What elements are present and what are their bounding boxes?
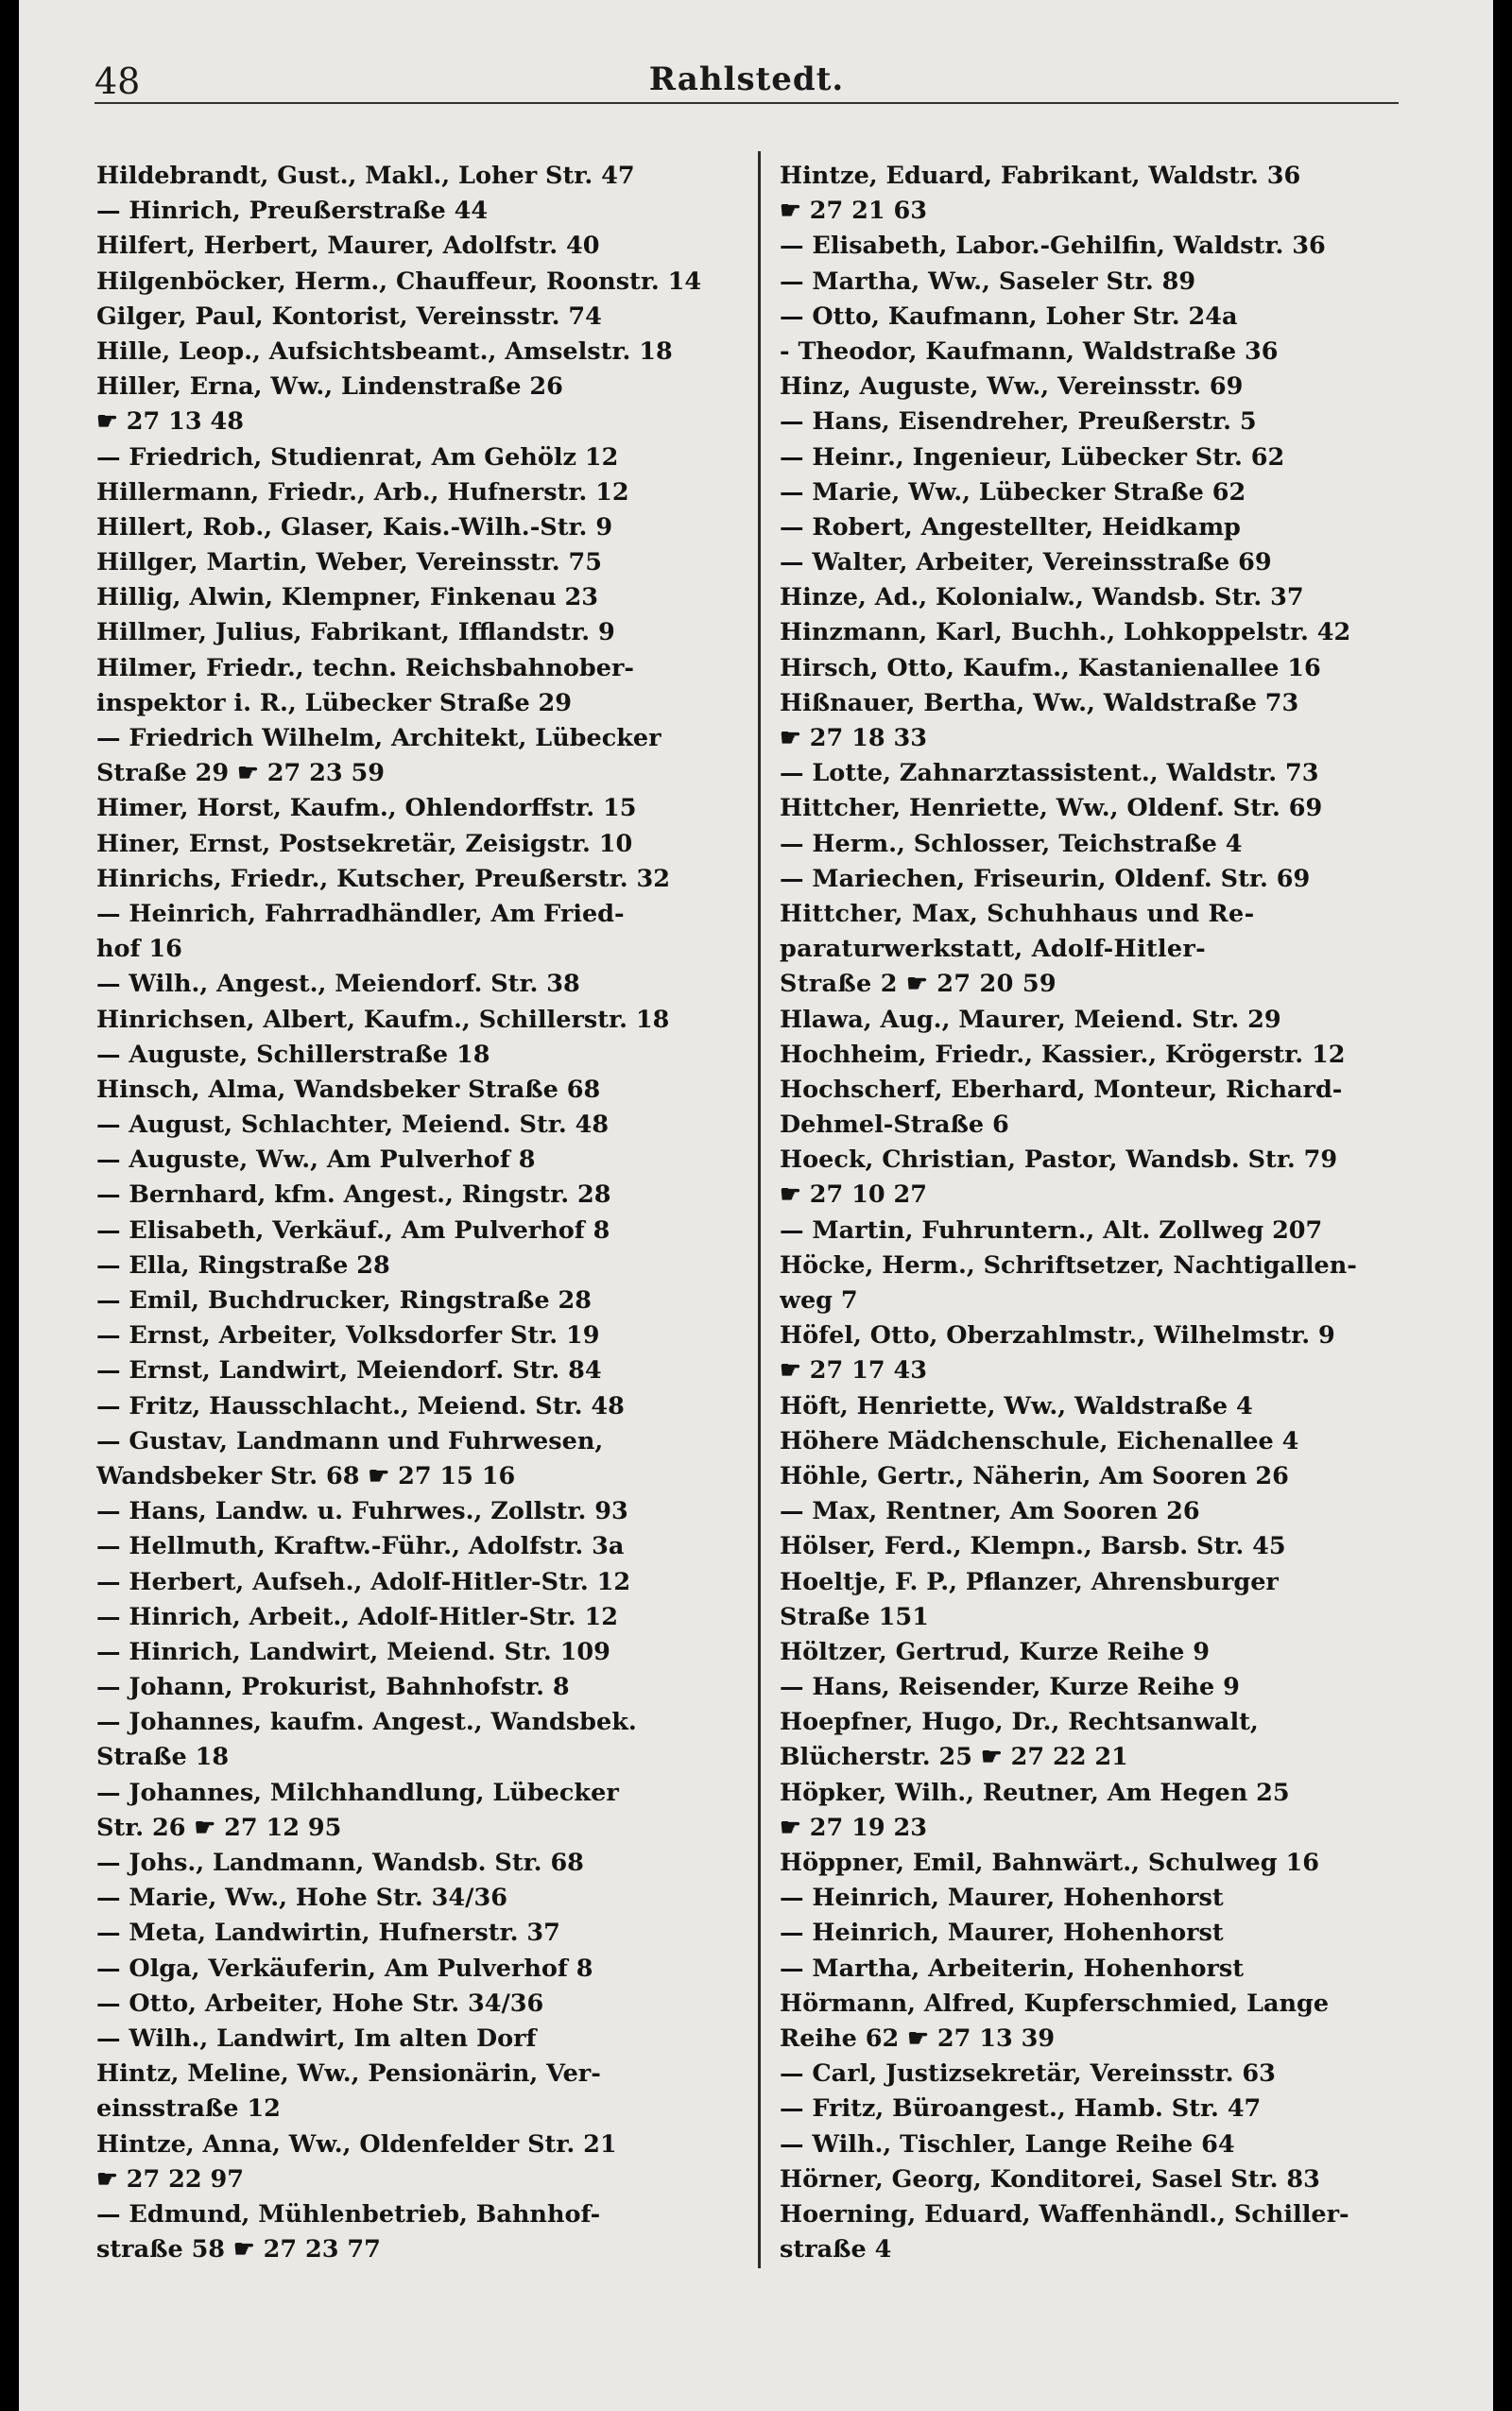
directory-entry-line: — Heinrich, Maurer, Hohenhorst	[780, 1884, 1224, 1913]
directory-entry-line: ☛ 27 19 23	[780, 1813, 927, 1842]
directory-entry-line: — Herbert, Aufseh., Adolf-Hitler-Str. 12	[96, 1567, 631, 1596]
directory-entry-line: — Johannes, Milchhandlung, Lübecker	[96, 1778, 619, 1807]
directory-entry-line: — Heinrich, Fahrradhändler, Am Fried-	[96, 899, 625, 928]
directory-entry-line: Hinrichs, Friedr., Kutscher, Preußerstr. 32	[96, 864, 670, 893]
directory-entry-line: straße 4	[780, 2235, 892, 2265]
directory-entry-line: Straße 151	[780, 1602, 929, 1631]
directory-entry-line: ☛ 27 21 63	[780, 197, 927, 226]
directory-entry-line: Hintz, Meline, Ww., Pensionärin, Ver-	[96, 2059, 601, 2089]
directory-entry-line: — Emil, Buchdrucker, Ringstraße 28	[96, 1286, 592, 1315]
directory-entry-line: Hinrichsen, Albert, Kaufm., Schillerstr. 18	[96, 1005, 670, 1034]
header-rule	[94, 102, 1399, 104]
directory-entry-line: — Gustav, Landmann und Fuhrwesen,	[96, 1426, 604, 1455]
directory-entry-line: — Hans, Eisendreher, Preußerstr. 5	[780, 407, 1257, 437]
directory-entry-line: weg 7	[780, 1286, 858, 1315]
directory-entry-line: Hiller, Erna, Ww., Lindenstraße 26	[96, 372, 563, 402]
directory-entry-line: — Johs., Landmann, Wandsb. Str. 68	[96, 1849, 584, 1877]
directory-entry-line: - Theodor, Kaufmann, Waldstraße 36	[780, 336, 1279, 366]
directory-entry-line: Hiner, Ernst, Postsekretär, Zeisigstr. 10	[96, 829, 633, 858]
directory-entry-line: — Heinr., Ingenieur, Lübecker Str. 62	[780, 442, 1285, 472]
directory-entry-line: — Edmund, Mühlenbetrieb, Bahnhof-	[96, 2199, 601, 2229]
directory-entry-line: hof 16	[96, 935, 182, 964]
directory-entry-line: — Mariechen, Friseurin, Oldenf. Str. 69	[780, 864, 1311, 893]
directory-entry-line: Hochheim, Friedr., Kassier., Krögerstr. 12	[780, 1040, 1346, 1069]
directory-entry-line: — Hinrich, Arbeit., Adolf-Hitler-Str. 12	[96, 1602, 618, 1631]
directory-entry-line: — Auguste, Schillerstraße 18	[96, 1040, 490, 1069]
directory-entry-line: Hinzmann, Karl, Buchh., Lohkoppelstr. 42	[780, 618, 1351, 647]
directory-entry-line: Hillert, Rob., Glaser, Kais.-Wilh.-Str. 9	[96, 512, 613, 542]
directory-entry-line: Hillig, Alwin, Klempner, Finkenau 23	[96, 583, 599, 612]
directory-entry-line: — Hans, Reisender, Kurze Reihe 9	[780, 1673, 1240, 1702]
directory-entry-line: — Martin, Fuhruntern., Alt. Zollweg 207	[780, 1215, 1323, 1245]
page-title: Rahlstedt.	[648, 60, 845, 98]
directory-entry-line: — Ella, Ringstraße 28	[96, 1250, 390, 1280]
directory-entry-line: — Robert, Angestellter, Heidkamp	[780, 512, 1241, 542]
directory-entry-line: — Elisabeth, Labor.-Gehilfin, Waldstr. 36	[780, 232, 1326, 261]
directory-entry-line: — Wilh., Angest., Meiendorf. Str. 38	[96, 970, 580, 999]
directory-entry-line: — Hinrich, Preußerstraße 44	[96, 197, 489, 226]
directory-entry-line: — Fritz, Büroangest., Hamb. Str. 47	[780, 2094, 1262, 2124]
directory-entry-line: Höltzer, Gertrud, Kurze Reihe 9	[780, 1637, 1211, 1666]
directory-entry-line: ☛ 27 10 27	[780, 1180, 927, 1210]
directory-entry-line: Höhere Mädchenschule, Eichenallee 4	[780, 1426, 1299, 1455]
directory-entry-line: — Martha, Arbeiterin, Hohenhorst	[780, 1954, 1245, 1983]
directory-entry-line: — Johannes, kaufm. Angest., Wandsbek.	[96, 1708, 637, 1737]
directory-entry-line: Hille, Leop., Aufsichtsbeamt., Amselstr. 18	[96, 336, 673, 366]
directory-entry-line: Höpker, Wilh., Reutner, Am Hegen 25	[780, 1778, 1290, 1807]
directory-entry-line: Hoepfner, Hugo, Dr., Rechtsanwalt,	[780, 1708, 1259, 1737]
directory-entry-line: — Ernst, Arbeiter, Volksdorfer Str. 19	[96, 1321, 600, 1351]
directory-entry-line: ☛ 27 22 97	[96, 2164, 244, 2194]
directory-entry-line: Hochscherf, Eberhard, Monteur, Richard-	[780, 1075, 1343, 1104]
directory-entry-line: — Lotte, Zahnarztassistent., Waldstr. 73	[780, 759, 1319, 788]
directory-entry-line: Hilgenböcker, Herm., Chauffeur, Roonstr. 14	[96, 267, 702, 296]
directory-entry-line: — Marie, Ww., Hohe Str. 34/36	[96, 1884, 507, 1913]
directory-entry-line: Hinsch, Alma, Wandsbeker Straße 68	[96, 1075, 601, 1104]
directory-entry-line: einsstraße 12	[96, 2094, 281, 2124]
directory-entry-line: Hintze, Anna, Ww., Oldenfelder Str. 21	[96, 2129, 617, 2159]
directory-entry-line: Hlawa, Aug., Maurer, Meiend. Str. 29	[780, 1005, 1281, 1034]
directory-entry-line: ☛ 27 17 43	[780, 1356, 927, 1386]
directory-entry-line: Höfel, Otto, Oberzahlmstr., Wilhelmstr. 9	[780, 1321, 1335, 1351]
left-column	[96, 159, 748, 2267]
directory-entry-line: Gilger, Paul, Kontorist, Vereinsstr. 74	[96, 301, 602, 331]
directory-entry-line: — Wilh., Landwirt, Im alten Dorf	[96, 2024, 537, 2053]
directory-entry-line: — Herm., Schlosser, Teichstraße 4	[780, 829, 1243, 858]
directory-entry-line: Hirsch, Otto, Kaufm., Kastanienallee 16	[780, 653, 1321, 682]
directory-entry-line: Wandsbeker Str. 68 ☛ 27 15 16	[96, 1461, 516, 1490]
directory-entry-line: Höppner, Emil, Bahnwärt., Schulweg 16	[780, 1849, 1319, 1877]
directory-entry-line: — Otto, Arbeiter, Hohe Str. 34/36	[96, 1989, 544, 2018]
directory-entry-line: Reihe 62 ☛ 27 13 39	[780, 2024, 1056, 2053]
directory-entry-line: — Heinrich, Maurer, Hohenhorst	[780, 1919, 1224, 1948]
directory-entry-line: — Marie, Ww., Lübecker Straße 62	[780, 477, 1246, 507]
directory-entry-line: Hoerning, Eduard, Waffenhändl., Schiller-	[780, 2199, 1349, 2229]
directory-entry-line: Hinze, Ad., Kolonialw., Wandsb. Str. 37	[780, 583, 1304, 612]
directory-entry-line: Höhle, Gertr., Näherin, Am Sooren 26	[780, 1461, 1289, 1490]
directory-entry-line: — Ernst, Landwirt, Meiendorf. Str. 84	[96, 1356, 602, 1386]
directory-entry-line: paraturwerkstatt, Adolf-Hitler-	[780, 935, 1207, 964]
directory-entry-line: — Max, Rentner, Am Sooren 26	[780, 1497, 1200, 1526]
directory-entry-line: — Johann, Prokurist, Bahnhofstr. 8	[96, 1673, 570, 1702]
directory-entry-line: Höcke, Herm., Schriftsetzer, Nachtigallen-	[780, 1250, 1357, 1280]
directory-entry-line: — Otto, Kaufmann, Loher Str. 24a	[780, 301, 1238, 331]
directory-entry-line: — Bernhard, kfm. Angest., Ringstr. 28	[96, 1180, 611, 1210]
directory-entry-line: — Martha, Ww., Saseler Str. 89	[780, 267, 1196, 296]
directory-entry-line: — Carl, Justizsekretär, Vereinsstr. 63	[780, 2059, 1276, 2089]
directory-entry-line: Hintze, Eduard, Fabrikant, Waldstr. 36	[780, 162, 1301, 190]
directory-entry-line: Hoeltje, F. P., Pflanzer, Ahrensburger	[780, 1567, 1279, 1596]
directory-entry-line: — Olga, Verkäuferin, Am Pulverhof 8	[96, 1954, 593, 1983]
directory-entry-line: Hildebrandt, Gust., Makl., Loher Str. 47	[96, 162, 635, 190]
right-column	[780, 159, 1432, 2267]
directory-entry-line: Str. 26 ☛ 27 12 95	[96, 1813, 342, 1842]
directory-entry-line: Höft, Henriette, Ww., Waldstraße 4	[780, 1391, 1253, 1421]
directory-entry-line: Hillmer, Julius, Fabrikant, Ifflandstr. 9	[96, 618, 615, 647]
directory-entry-line: Hittcher, Henriette, Ww., Oldenf. Str. 69	[780, 794, 1323, 823]
directory-entry-line: Hilfert, Herbert, Maurer, Adolfstr. 40	[96, 232, 600, 261]
directory-entry-line: — Elisabeth, Verkäuf., Am Pulverhof 8	[96, 1215, 610, 1245]
directory-entry-line: — Hellmuth, Kraftw.-Führ., Adolfstr. 3a	[96, 1532, 625, 1561]
directory-entry-line: straße 58 ☛ 27 23 77	[96, 2235, 381, 2265]
page-number: 48	[94, 60, 141, 102]
directory-entry-line: — Walter, Arbeiter, Vereinsstraße 69	[780, 548, 1272, 577]
directory-entry-line: Hölser, Ferd., Klempn., Barsb. Str. 45	[780, 1532, 1286, 1561]
directory-entry-line: Hillermann, Friedr., Arb., Hufnerstr. 12	[96, 477, 629, 507]
directory-entry-line: Hoeck, Christian, Pastor, Wandsb. Str. 79	[780, 1145, 1338, 1175]
directory-entry-line: — Auguste, Ww., Am Pulverhof 8	[96, 1145, 536, 1175]
directory-entry-line: — August, Schlachter, Meiend. Str. 48	[96, 1111, 610, 1140]
directory-entry-line: — Wilh., Tischler, Lange Reihe 64	[780, 2129, 1235, 2159]
directory-entry-line: Straße 2 ☛ 27 20 59	[780, 970, 1057, 999]
column-divider	[758, 151, 761, 2268]
directory-page	[19, 0, 1493, 2411]
directory-entry-line: Straße 18	[96, 1743, 230, 1772]
directory-entry-line: ☛ 27 13 48	[96, 407, 244, 437]
directory-entry-line: — Friedrich, Studienrat, Am Gehölz 12	[96, 442, 619, 472]
directory-entry-line: Hörner, Georg, Konditorei, Sasel Str. 83	[780, 2164, 1320, 2194]
directory-entry-line: Hinz, Auguste, Ww., Vereinsstr. 69	[780, 372, 1244, 402]
directory-entry-line: Hilmer, Friedr., techn. Reichsbahnober-	[96, 653, 634, 682]
directory-entry-line: Hittcher, Max, Schuhhaus und Re-	[780, 899, 1255, 928]
directory-entry-line: Blücherstr. 25 ☛ 27 22 21	[780, 1743, 1128, 1772]
directory-entry-line: — Meta, Landwirtin, Hufnerstr. 37	[96, 1919, 560, 1948]
directory-entry-line: Himer, Horst, Kaufm., Ohlendorffstr. 15	[96, 794, 637, 823]
directory-entry-line: — Hinrich, Landwirt, Meiend. Str. 109	[96, 1637, 610, 1666]
directory-entry-line: — Fritz, Hausschlacht., Meiend. Str. 48	[96, 1391, 625, 1421]
directory-entry-line: Straße 29 ☛ 27 23 59	[96, 759, 385, 788]
directory-entry-line: ☛ 27 18 33	[780, 724, 927, 752]
page-header	[94, 57, 1399, 106]
directory-entry-line: inspektor i. R., Lübecker Straße 29	[96, 688, 573, 717]
directory-entry-line: Dehmel-Straße 6	[780, 1111, 1009, 1140]
directory-entry-line: Hillger, Martin, Weber, Vereinsstr. 75	[96, 548, 603, 577]
directory-entry-line: — Friedrich Wilhelm, Architekt, Lübecker	[96, 724, 662, 752]
directory-entry-line: — Hans, Landw. u. Fuhrwes., Zollstr. 93	[96, 1497, 628, 1526]
directory-entry-line: Hißnauer, Bertha, Ww., Waldstraße 73	[780, 688, 1299, 717]
directory-entry-line: Hörmann, Alfred, Kupferschmied, Lange	[780, 1989, 1330, 2018]
